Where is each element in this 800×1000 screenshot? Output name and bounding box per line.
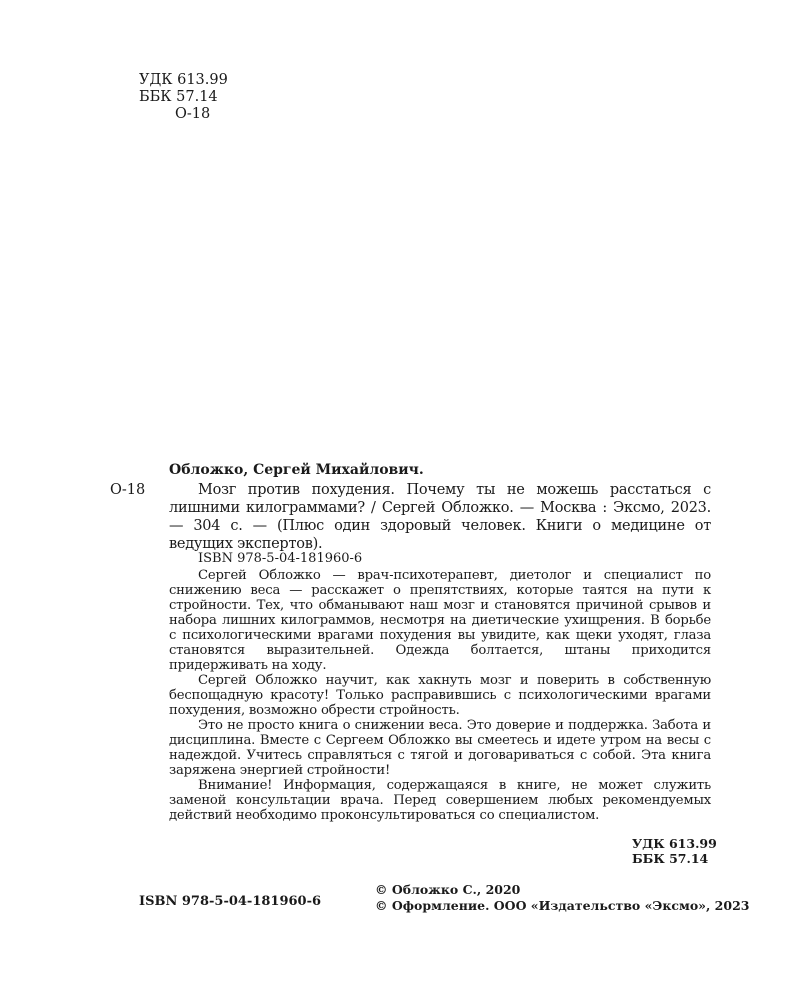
annotation-paragraph-4: Внимание! Информация, содержащаяся в книге, не может служить заменой консультации врача. Перед совершением любых рекомендуемых действий необходимо проконсультироваться со специалистом. xyxy=(169,778,711,823)
catalog-description xyxy=(169,481,711,553)
top-classification-codes xyxy=(139,72,228,123)
bottom-bbk-code: ББК 57.14 xyxy=(632,851,709,866)
catalog-author-mark: О-18 xyxy=(110,482,146,498)
bottom-udk-code: УДК 613.99 xyxy=(632,836,717,851)
annotation-paragraph-2: Сергей Обложко научит, как хакнуть мозг и поверить в собственную беспощадную красоту! Только расправившись с психологическими врагами похудения, возможно обрести стройность. xyxy=(169,673,711,718)
udk-code: УДК 613.99 xyxy=(139,72,228,88)
copyright-block xyxy=(375,882,749,914)
footer-isbn: ISBN 978-5-04-181960-6 xyxy=(139,894,322,909)
author-mark: О-18 xyxy=(175,106,211,122)
bottom-classification-codes xyxy=(632,836,717,866)
catalog-description-text: Мозг против похудения. Почему ты не можешь расстаться с лишними килограммами? / Сергей Обложко. — Москва : Эксмо, 2023. — 304 с. — (Плюс один здоровый человек. Книги о медицине от ведущих экспертов). xyxy=(169,482,711,552)
copyright-design: © Оформление. ООО «Издательство «Эксмо», 2023 xyxy=(375,898,750,913)
annotation xyxy=(169,568,711,823)
copyright-author: © Обложко С., 2020 xyxy=(375,882,521,897)
annotation-paragraph-3: Это не просто книга о снижении веса. Это доверие и поддержка. Забота и дисциплина. Вместе с Сергеем Обложко вы смеетесь и идете утром на весы с надеждой. Учитесь справляться с тягой и договариваться с собой. Эта книга заряжена энергией стройности! xyxy=(169,718,711,778)
catalog-author: Обложко, Сергей Михайлович. xyxy=(169,462,424,478)
bbk-code: ББК 57.14 xyxy=(139,89,218,105)
annotation-paragraph-1: Сергей Обложко — врач-психотерапевт, диетолог и специалист по снижению веса — расскажет о препятствиях, которые таятся на пути к стройности. Тех, что обманывают наш мозг и становятся причиной срывов и набора лишних килограммов, несмотря на диетические ухищрения. В борьбе с психологическими врагами похудения вы увидите, как щеки уходят, глаза становятся выразительней. Одежда болтается, штаны приходится придерживать на ходу. xyxy=(169,568,711,673)
catalog-isbn: ISBN 978-5-04-181960-6 xyxy=(198,551,363,566)
